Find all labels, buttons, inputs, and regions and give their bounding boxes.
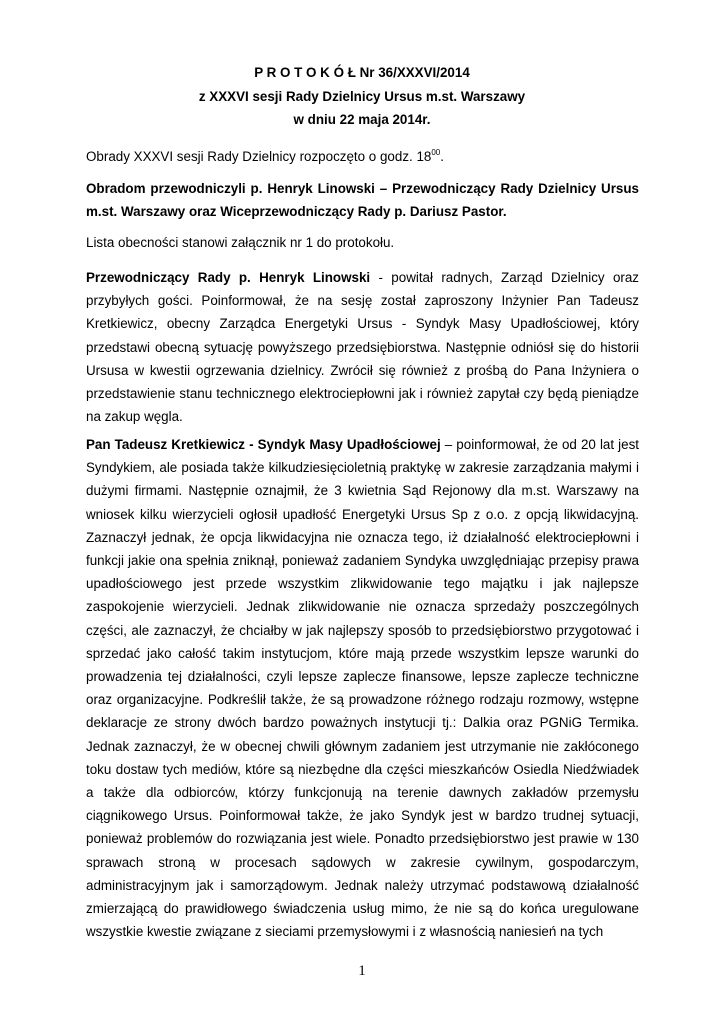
opening-time-minutes: 00: [431, 147, 441, 157]
trustee-statement: – poinformował, że od 20 lat jest Syndykiem, ale posiada także kilkudziesięcioletnią praktykę w zakresie zarządzania małymi i dużymi firmami. Następnie oznajmił, że 3 kwietnia Sąd Rejonowy dla m.st. Warszawy na wniosek kilku wierzycieli ogłosił upadłość Energetyki Ursus Sp z o.o. z opcją likwidacyjną. Zaznaczył jednak, że opcja likwidacyjna nie oznacza tego, iż działalność elektrociepłowni i funkcji jakie ona spełnia zniknął, ponieważ zadaniem Syndyka uwzględniając przepisy prawa upadłościowego jest przede wszystkim zlikwidowanie tego majątku i jak najlepsze zaspokojenie wierzycieli. Jednak zlikwidowanie nie oznacza sprzedaży poszczególnych części, ale zaznaczył, że chciałby w jak najlepszy sposób to przedsiębiorstwo przygotować i sprzedać jako całość takim instytucjom, które mają przede wszystkim lepsze warunki do prowadzenia tej działalności, czyli lepsze zaplecze finansowe, lepsze zaplecze techniczne oraz organizacyjne. Podkreślił także, że są prowadzone różnego rodzaju rozmowy, wstępne deklaracje ze strony dwóch bardzo poważnych instytucji tj.: Dalkia oraz PGNiG Termika. Jednak zaznaczył, że w obecnej chwili głównym zadaniem jest utrzymanie nie zakłóconego toku dostaw tych mediów, które są niezbędne dla części mieszkańców Osiedla Niedźwiadek a także dla odbiorców, którzy funkcjonują na terenie dawnych zakładów przemysłu ciągnikowego Ursus. Poinformował także, że jako Syndyk jest w bardzo trudnej sytuacji, ponieważ problemów do rozwiązania jest wiele. Ponadto przedsiębiorstwo jest prawie w 130 sprawach stroną w procesach sądowych w zakresie cywilnym, gospodarczym, administracyjnym jak i samorządowym. Jednak należy utrzymać podstawową działalność zmierzającą do prawidłowego świadczenia usług mimo, że nie są do końca uregulowane wszystkie kwestie związane z sieciami przemysłowymi i z własnością naniesień na tych: [86, 437, 640, 940]
chairman-statement: - powitał radnych, Zarząd Dzielnicy oraz przybyłych gości. Poinformował, że na sesję został zaproszony Inżynier Pan Tadeusz Kretkiewicz, obecny Zarządca Energetyki Ursus - Syndyk Masy Upadłościowej, który przedstawi obecną sytuację powyższego przedsiębiorstwa. Następnie odniósł się do historii Ursusa w kwestii ogrzewania dzielnicy. Zwrócił się również z prośbą do Pana Inżyniera o przedstawienie stanu technicznego elektrociepłowni jak i również zapytał czy będą pieniądze na zakup węgla.: [86, 270, 640, 425]
opening-end: .: [440, 149, 444, 164]
page-number: 1: [358, 963, 366, 979]
session-date: w dniu 22 maja 2014r.: [293, 112, 431, 127]
opening-paragraph: [86, 145, 639, 168]
chairman-speaker: Przewodniczący Rady p. Henryk Linowski: [86, 270, 371, 285]
protocol-title: P R O T O K Ó Ł Nr 36/XXXVI/2014: [254, 65, 470, 80]
chairman-paragraph: [86, 266, 639, 428]
chairs-paragraph: Obradom przewodniczyli p. Henryk Linowski – Przewodniczący Rady Dzielnicy Ursus m.st. Warszawy oraz Wiceprzewodniczący Rady p. Dariusz Pastor.: [86, 181, 639, 220]
trustee-speaker: Pan Tadeusz Kretkiewicz - Syndyk Masy Upadłościowej: [86, 437, 441, 452]
session-title: z XXXVI sesji Rady Dzielnicy Ursus m.st. Warszawy: [198, 89, 526, 104]
opening-text: Obrady XXXVI sesji Rady Dzielnicy rozpoczęto o godz. 18: [86, 149, 432, 164]
trustee-paragraph: [86, 433, 639, 943]
attendance-paragraph: Lista obecności stanowi załącznik nr 1 do protokołu.: [86, 235, 395, 250]
